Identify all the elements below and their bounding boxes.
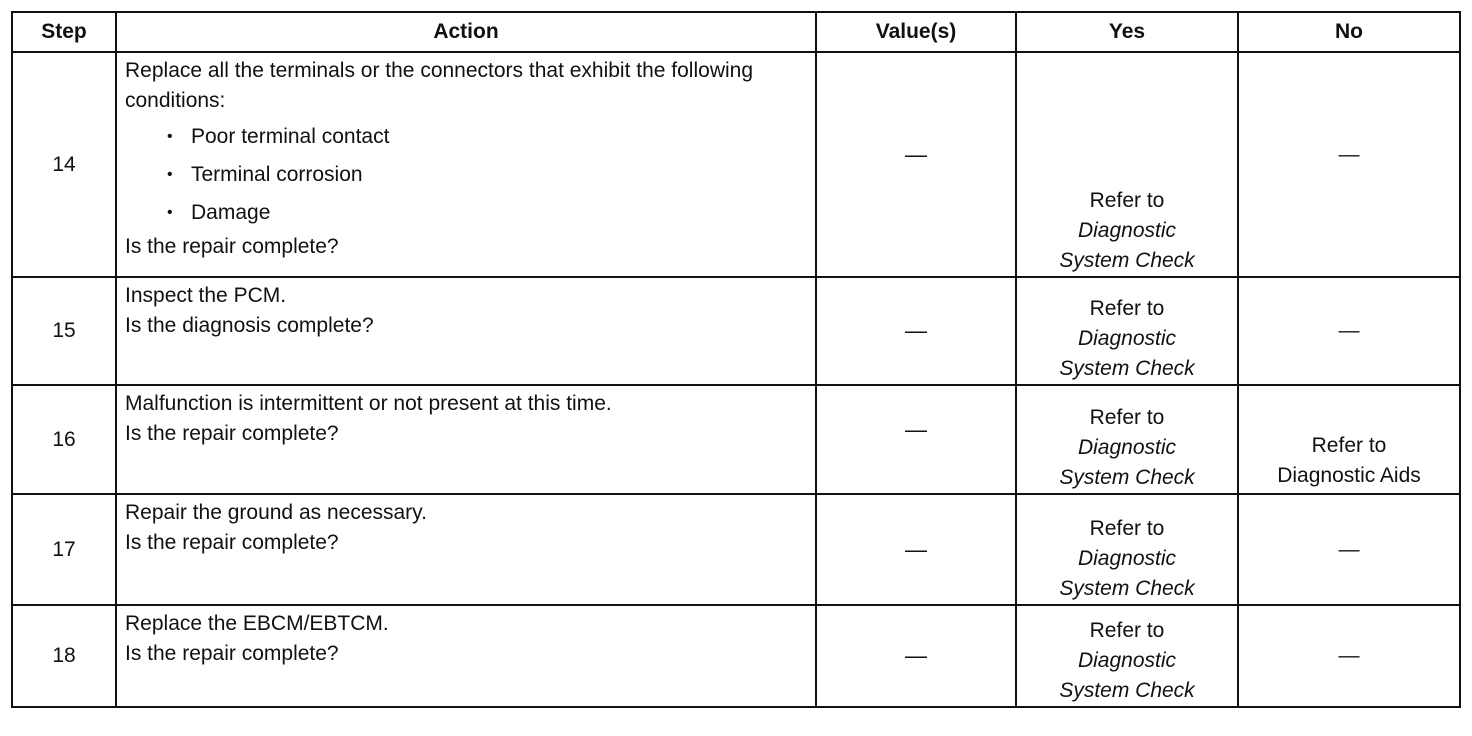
header-no: No [1238, 12, 1460, 52]
value-cell: — [816, 605, 1016, 707]
step-number: 18 [12, 605, 116, 707]
action-cell [116, 52, 816, 277]
action-text: Malfunction is intermittent or not present at this time. [125, 392, 612, 415]
action-text: Repair the ground as necessary. [125, 501, 427, 524]
yes-cell: Refer to Diagnostic System Check [1016, 605, 1238, 707]
step-number: 17 [12, 494, 116, 605]
step-number: 14 [12, 52, 116, 277]
yes-cell: Refer to Diagnostic System Check [1016, 277, 1238, 385]
list-item: • Damage [191, 194, 807, 232]
value-cell: — [816, 385, 1016, 494]
yes-cell: Refer to Diagnostic System Check [1016, 385, 1238, 494]
step-number: 15 [12, 277, 116, 385]
value-cell: — [816, 277, 1016, 385]
table-row [12, 605, 1460, 707]
action-cell [116, 494, 816, 605]
action-question: Is the repair complete? [125, 422, 339, 445]
table-header-row [12, 12, 1460, 52]
yes-cell: Refer to Diagnostic System Check [1016, 494, 1238, 605]
action-question: Is the repair complete? [125, 235, 339, 258]
table-row [12, 277, 1460, 385]
diagnostic-steps-table [11, 11, 1461, 708]
action-text: Replace all the terminals or the connectors that exhibit the following conditions: [125, 59, 754, 112]
no-cell: — [1238, 605, 1460, 707]
value-cell: — [816, 494, 1016, 605]
step-number: 16 [12, 385, 116, 494]
no-cell: — [1238, 52, 1460, 277]
action-question: Is the repair complete? [125, 531, 339, 554]
condition-list [125, 118, 807, 232]
header-values: Value(s) [816, 12, 1016, 52]
no-cell: Refer to Diagnostic Aids [1238, 385, 1460, 494]
action-cell [116, 605, 816, 707]
list-item: • Poor terminal contact [191, 118, 807, 156]
table-row [12, 52, 1460, 277]
header-yes: Yes [1016, 12, 1238, 52]
action-cell [116, 277, 816, 385]
header-action: Action [116, 12, 816, 52]
table-row [12, 385, 1460, 494]
action-cell [116, 385, 816, 494]
action-text: Replace the EBCM/EBTCM. [125, 612, 389, 635]
value-cell: — [816, 52, 1016, 277]
header-step: Step [12, 12, 116, 52]
action-text: Inspect the PCM. [125, 284, 287, 307]
no-cell: — [1238, 277, 1460, 385]
table-row [12, 494, 1460, 605]
action-question: Is the repair complete? [125, 642, 339, 665]
action-question: Is the diagnosis complete? [125, 314, 374, 337]
yes-cell: Refer to Diagnostic System Check [1016, 52, 1238, 277]
list-item: • Terminal corrosion [191, 156, 807, 194]
no-cell: — [1238, 494, 1460, 605]
